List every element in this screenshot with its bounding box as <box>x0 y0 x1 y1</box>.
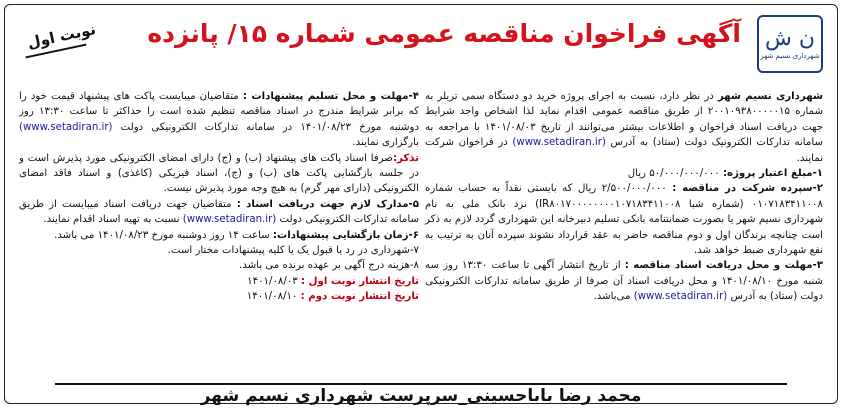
pub2-label: تاریخ انتشار نوبت دوم : <box>300 291 419 303</box>
item2-text: ۲/۵۰۰/۰۰۰/۰۰۰ ریال که بایستی نقداً به حساب شماره ۰۱۰۷۱۸۳۴۱۱۰۰۸ (شماره شبا IR۸۰۱۷۰۰۰۰۰۰۰۰۱۰۷۱۸۳۴۱۱۰۰۸) نزد بانک ملی به نام شهرداری نسیم شهر یا بصورت ضمانتنامه بانکی تسلیم دبیرخانه این شهرداری گردد لازم به ذکر است چنانچه برندگان اول و دوم مناقصه حاضر به عقد قرارداد نشوند سپرده آنان به ترتیب به نفع شهرداری ضبط خواهد شد. <box>425 183 823 257</box>
turn-label: نوبت اول <box>25 19 98 53</box>
item-3 <box>425 258 823 304</box>
note-label: تذکر: <box>392 152 419 164</box>
left-column <box>19 89 419 305</box>
item6-text: ساعت ۱۴ روز دوشنبه مورخ ۱۴۰۱/۰۸/۲۳ می باشد. <box>54 229 273 241</box>
note-text: صرفا اسناد پاکت های پیشنهاد (ب) و (ج) دارای امضای الکترونیکی مورد پذیرش است و در جلسه بازگشایی پاکت های (ب) و (ج)، اسناد فیزیکی (کاغذی) و اسناد فاقد امضای الکترونیکی (دارای مهر گرم) به هیچ وجه مورد پذیرش نیست. <box>19 152 419 195</box>
item6-label: ۶-زمان بازگشایی پیشنهادات: <box>272 229 419 241</box>
item4-text: متقاضیان میبایست پاکت های پیشنهاد قیمت خود را که برابر شرایط مندرج در اسناد مناقصه تنظیم شده است را حداکثر تا ساعت ۱۳:۳۰ روز دوشنبه مورخ ۱۴۰۱/۰۸/۲۳ در سامانه تدارکات الکترونیکی دولت <box>19 91 419 133</box>
signature: محمد رضا باباحسینی_سرپرست شهرداری نسیم شهر <box>200 386 642 406</box>
item3-link[interactable]: (www.setadiran.ir) <box>633 291 728 303</box>
item3-label: ۳-مهلت و محل دریافت اسناد مناقصه : <box>624 260 824 272</box>
advertisement-frame <box>4 4 838 404</box>
pub2-date: ۱۴۰۱/۰۸/۱۰ <box>246 291 301 303</box>
item-8: ۸-هزینه درج آگهی بر عهده برنده می باشد. <box>239 260 419 272</box>
item4-label: ۴-مهلت و محل تسلیم پیشنهادات : <box>242 91 419 102</box>
item3-end: می‌باشد. <box>593 291 634 303</box>
item-7: ۷-شهرداری در رد یا قبول یک یا کلیه پیشنهادات مختار است. <box>167 245 419 257</box>
publish-date-2 <box>19 289 419 304</box>
item4-end: بارگزاری نمایند. <box>352 137 419 149</box>
item4-link[interactable]: (www.setadiran.ir) <box>19 121 113 133</box>
item5-link[interactable]: (www.setadiran.ir) <box>182 214 277 226</box>
pub1-date: ۱۴۰۱/۰۸/۰۳ <box>247 275 302 287</box>
item5-text: متقاضیان جهت دریافت اسناد میبایست از طریق سامانه تدارکات الکترونیکی دولت <box>19 198 419 226</box>
municipality-logo <box>757 15 823 73</box>
item5-end: نسبت به تهیه اسناد اقدام نمایند. <box>43 214 183 226</box>
item3-text: از تاریخ انتشار آگهی تا ساعت ۱۳:۳۰ روز سه شنبه مورخ ۱۴۰۱/۰۸/۱۰ و محل دریافت اسناد آن صرفا از طریق سامانه تدارکات الکترونیکی دولت (ستاد) به آدرس <box>425 260 823 303</box>
item-1 <box>425 166 823 181</box>
intro-link[interactable]: (www.setadiran.ir) <box>512 137 606 149</box>
item-6 <box>19 228 419 243</box>
item2-label: ۲-سپرده شرکت در مناقصه : <box>672 183 823 195</box>
pub1-label: تاریخ انتشار نوبت اول : <box>301 275 419 287</box>
logo-glyph: ن ش <box>765 26 816 51</box>
logo-caption: شهرداری نسیم شهر <box>760 52 820 60</box>
item-5 <box>19 197 419 228</box>
item1-label: ۱-مبلغ اعتبار پروژه: <box>722 168 823 180</box>
right-column <box>425 89 823 305</box>
intro-bold: شهرداری نسیم شهر <box>717 91 823 102</box>
publish-date-1 <box>19 274 419 289</box>
item-2 <box>425 181 823 258</box>
item5-label: ۵-مدارک لازم جهت دریافت اسناد : <box>236 198 419 210</box>
intro-text: در نظر دارد، نسبت به اجرای پروژه خرید دو دستگاه سمی تریلر به شماره ۲۰۰۱۰۹۳۸۰۰۰۰۰۱۵ از طریق مناقصه عمومی اقدام نماید لذا اشخاص واجد شرایط جهت دریافت اسناد فراخوان و اطلاعات بیشتر می‌توانند از تاریخ ۱۴۰۱/۰۸/۰۳ با مراجعه به سامانه تدارکات الکترونیک دولت (ستاد) به آدرس <box>425 91 824 149</box>
note <box>19 151 419 197</box>
item1-text: ۵۰/۰۰۰/۰۰۰/۰۰۰ ریال <box>627 168 723 180</box>
item-4 <box>19 89 419 151</box>
intro-paragraph <box>425 89 823 166</box>
page-title: آگهی فراخوان مناقصه عمومی شماره ۱۵/ پانزده <box>147 19 741 48</box>
intro-end: در فراخوان شرکت نمایند. <box>425 137 823 164</box>
signature-bar <box>55 383 787 407</box>
